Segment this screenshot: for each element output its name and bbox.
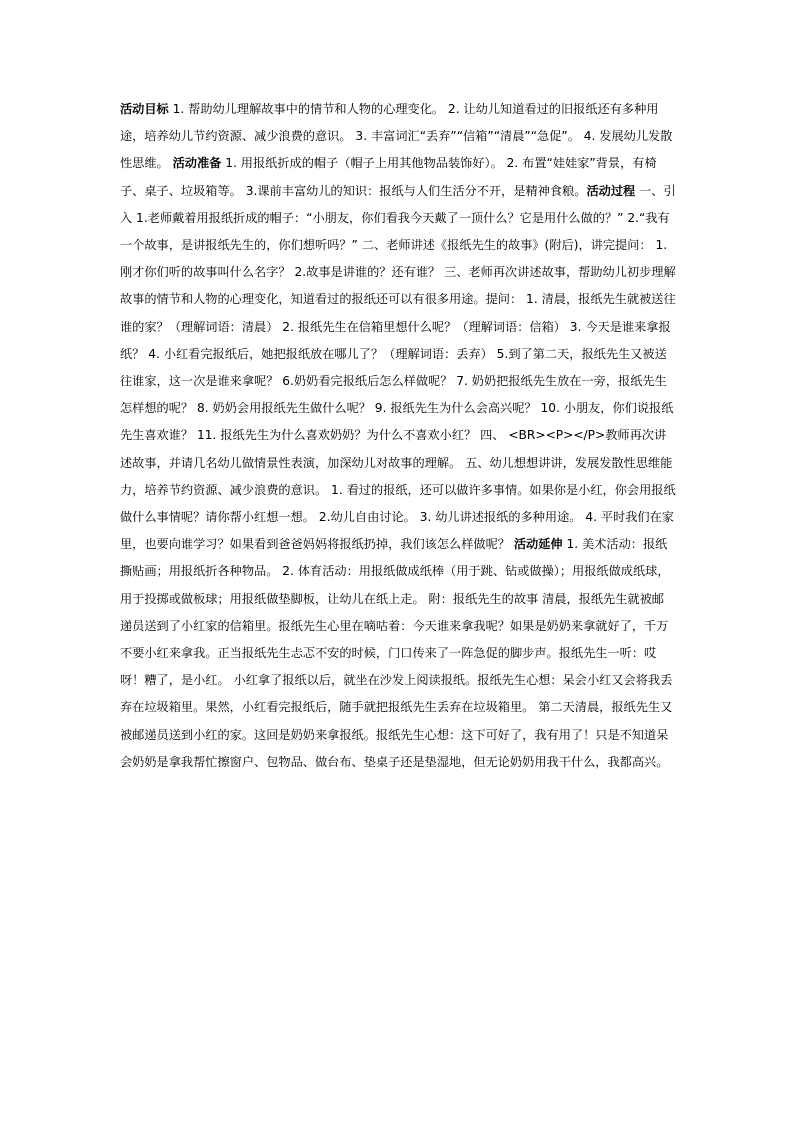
activity-preparation-text: 1. 用报纸折成的帽子（帽子上用其他物品装饰好）。 2. 布置“娃娃家”背景，有椅子、桌子、垃圾箱等。 3.课前丰富幼儿的知识：报纸与人们生活分不开，是精神食粮。 (120, 156, 657, 198)
heading-activity-process: 活动过程 (586, 183, 636, 198)
heading-activity-extension: 活动延伸 (513, 537, 563, 552)
heading-activity-preparation: 活动准备 (172, 156, 222, 171)
activity-extension-and-story-text: 1. 美术活动：报纸撕贴画；用报纸折各种物品。 2. 体育活动：用报纸做成纸棒（用于跳、钻或做操）；用报纸做成纸球，用于投掷或做板球；用报纸做垫脚板，让幼儿在纸上走。 附：报纸先生的故事 清晨，报纸先生就被邮递员送到了小红家的信箱里。报纸先生心里在嘀咕着：今天谁来拿我呢？如果是奶奶来拿就好了，千万不要小红来拿我。正当报纸先生忐忑不安的时候，门口传来了一阵急促的脚步声。报纸先生一听：哎呀！糟了，是小红。 小红拿了报纸以后，就坐在沙发上阅读报纸。报纸先生心想：呆会小红又会将我丢弃在垃圾箱里。果然，小红看完报纸后，随手就把报纸先生丢弃在垃圾箱里。 第二天清晨，报纸先生又被邮递员送到小红的家。这回是奶奶来拿报纸。报纸先生心想：这下可好了，我有用了！只是不知道呆会奶奶是拿我帮忙擦窗户、包物品、做台布、垫桌子还是垫湿地，但无论奶奶用我干什么，我都高兴。 (120, 537, 673, 769)
heading-activity-goals: 活动目标 (120, 102, 169, 116)
activity-process-text: 一、引入 1.老师戴着用报纸折成的帽子：“小朋友，你们看我今天戴了一顶什么？它是用什么做的？” 2.“我有一个故事，是讲报纸先生的，你们想听吗？” 二、老师讲述《报纸先生的故事》(附后)，讲完提问： 1.刚才你们听的故事叫什么名字？ 2.故事是讲谁的？还有谁？ 三、老师再次讲述故事，帮助幼儿初步理解故事的情节和人物的心理变化，知道看过的报纸还可以有很多用途。提问： 1. 清晨，报纸先生就被送往谁的家？（理解词语：清晨） 2. 报纸先生在信箱里想什么呢？（理解词语：信箱） 3. 今天是谁来拿报纸？ 4. 小红看完报纸后，她把报纸放在哪儿了？（理解词语：丢弃） 5.到了第二天，报纸先生又被送往谁家，这一次是谁来拿呢？ 6.奶奶看完报纸后怎么样做呢？ 7. 奶奶把报纸先生放在一旁，报纸先生怎样想的呢？ 8. 奶奶会用报纸先生做什么呢？ 9. 报纸先生为什么会高兴呢？ 10. 小朋友，你们说报纸先生喜欢谁？ 11. 报纸先生为什么喜欢奶奶？为什么不喜欢小红？ 四、 <BR><P></P>教师再次讲述故事，并请几名幼儿做情景性表演，加深幼儿对故事的理解。 五、幼儿想想讲讲，发展发散性思维能力，培养节约资源、减少浪费的意识。 1. 看过的报纸，还可以做许多事情。如果你是小红，你会用报纸做什么事情呢？请你帮小红想一想。 2.幼儿自由讨论。 3. 幼儿讲述报纸的多种用途。 4. 平时我们在家里，也要向谁学习？如果看到爸爸妈妈将报纸扔掉，我们该怎么样做呢？ (120, 183, 676, 552)
document-body (120, 96, 676, 776)
activity-goals-text: 1. 帮助幼儿理解故事中的情节和人物的心理变化。 2. 让幼儿知道看过的旧报纸还有多种用途，培养幼儿节约资源、减少浪费的意识。 3. 丰富词汇“丢弃”“信箱”“清晨”“急促”。 4. 发展幼儿发散性思维。 (120, 102, 673, 171)
